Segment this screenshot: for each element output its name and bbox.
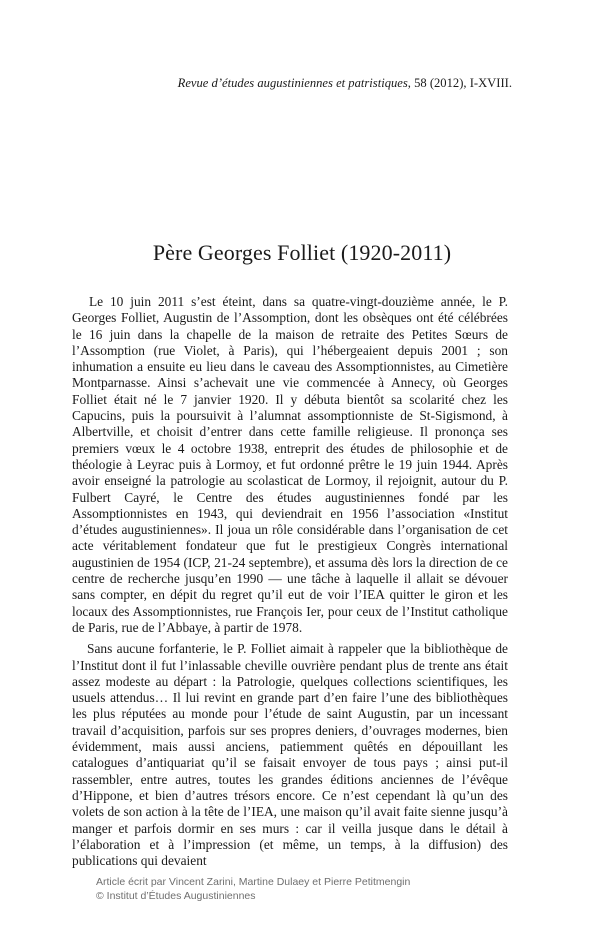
- article-title: Père Georges Folliet (1920-2011): [152, 240, 452, 265]
- paragraph-2: Sans aucune forfanterie, le P. Folliet aimait à rappeler que la bibliothèque de l’Institut dont il fut l’inlassable cheville ouvrière pendant plus de trente ans était assez modeste au départ : la Patrologie, quelques collections scientifiques, les usuels attendus… Il lui revint en grande part d’en faire l’une des bibliothèques les plus réputées au monde pour l’étude de saint Augustin, par un incessant travail d’acquisition, parfois sur ses propres deniers, d’ouvrages modernes, bien évidemment, mais aussi anciens, patiemment quêtés en dépouillant les catalogues d’antiquariat qu’il se faisait envoyer de tous pays ; ainsi put-il rassembler, entre autres, toutes les grandes éditions anciennes de l’évêque d’Hippone, et bien d’autres trésors encore. Ce n’est cependant là qu’un des volets de son action à la tête de l’IEA, une maison qu’il avait faite sienne jusqu’à manger et parfois dormir en ses murs : car il veilla jusque dans le détail à l’élaboration et à l’impression (et même, un temps, à la diffusion) des publications qui devaient: [72, 641, 508, 869]
- credit-copyright: © Institut d’Études Augustiniennes: [96, 889, 256, 902]
- journal-volume: , 58 (2012), I-XVIII.: [407, 76, 512, 90]
- article-body: [72, 294, 508, 874]
- journal-name: Revue d’études augustiniennes et patristiques: [177, 76, 408, 90]
- article-credit: [96, 876, 410, 903]
- journal-citation: [178, 76, 512, 91]
- paragraph-1: Le 10 juin 2011 s’est éteint, dans sa quatre-vingt-douzième année, le P. Georges Folliet, Augustin de l’Assomption, dont les obsèques ont été célébrées le 16 juin dans la chapelle de la maison de retraite des Petites Sœurs de l’Assomption (rue Violet, à Paris), qui l’hébergeaient depuis 2001 ; son inhumation a ensuite eu lieu dans le caveau des Assomptionnistes, au Cimetière Montparnasse. Ainsi s’achevait une vie commencée à Annecy, où Georges Folliet était né le 7 janvier 1920. Il y débuta bientôt sa scolarité chez les Capucins, puis la poursuivit à l’alumnat assomptionniste de St-Sigismond, à Albertville, et choisit d’entrer dans cette famille religieuse. Il prononça ses premiers vœux le 4 octobre 1938, entreprit des études de philosophie et de théologie à Leyrac puis à Lormoy, et fut ordonné prêtre le 19 juin 1944. Après avoir enseigné la patrologie au scolasticat de Lormoy, il rejoignit, autour du P. Fulbert Cayré, le Centre des études augustiniennes fondé par les Assomptionnistes en 1943, qui deviendrait en 1956 l’association «Institut d’études augustiniennes». Il joua un rôle considérable dans l’organisation de cet acte véritablement fondateur que fut le prestigieux Congrès international augustinien de 1954 (ICP, 21-24 septembre), et assuma dès lors la direction de ce centre de recherche jusqu’en 1990 — une tâche à laquelle il allait se dévouer sans compter, en dépit du regret qu’il eut de voir l’IEA quitter le giron et les locaux des Assomptionnistes, rue François Ier, pour ceux de l’Institut catholique de Paris, rue de l’Abbaye, à partir de 1978.: [72, 294, 508, 635]
- credit-authors: Article écrit par Vincent Zarini, Martine Dulaey et Pierre Petitmengin: [96, 876, 411, 888]
